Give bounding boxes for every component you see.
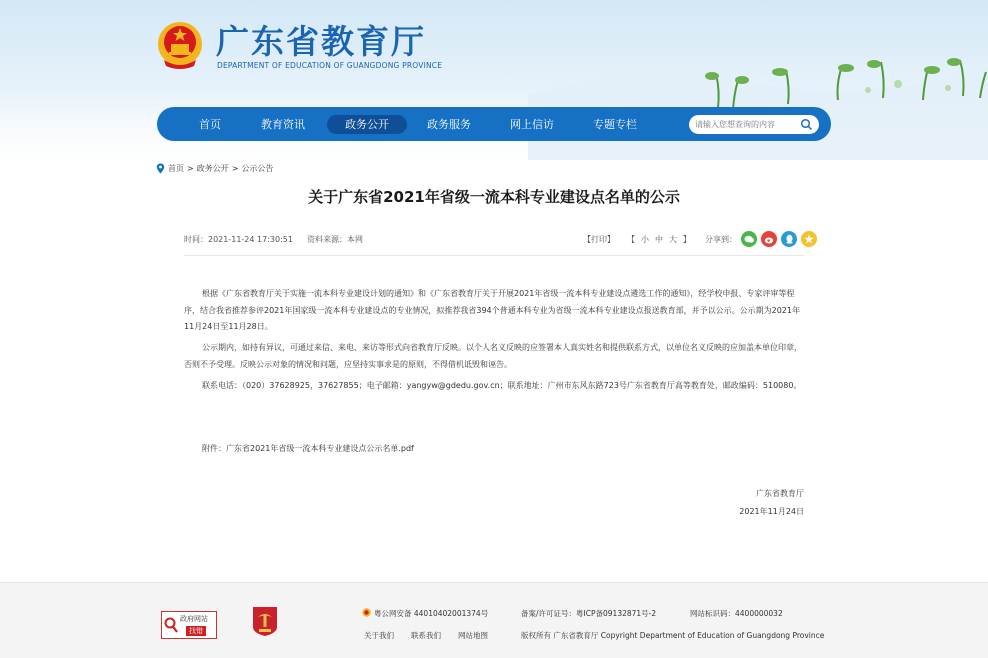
attachment-link[interactable]: 附件：广东省2021年省级一流本科专业建设点公示名单.pdf	[202, 444, 414, 453]
nav-item-online-petition[interactable]: 网上信访	[510, 118, 554, 131]
site-footer	[0, 582, 988, 658]
police-record-text[interactable]: 粤公网安备 44010402001374号	[374, 609, 489, 618]
qq-icon[interactable]	[781, 231, 797, 247]
nav-item-special-topics[interactable]: 专题专栏	[593, 118, 637, 131]
font-medium-button[interactable]: 中	[655, 234, 663, 244]
site-subtitle: DEPARTMENT OF EDUCATION OF GUANGDONG PROVINCE	[217, 61, 443, 70]
share-label: 分享到：	[705, 234, 737, 244]
source: 资料来源：本网	[306, 235, 363, 244]
breadcrumb-separator: >	[187, 163, 194, 173]
qzone-icon[interactable]	[801, 231, 817, 247]
article-title: 关于广东省2021年省级一流本科专业建设点名单的公示	[308, 188, 680, 206]
font-bracket-open: 【	[627, 234, 635, 244]
weibo-icon[interactable]	[761, 231, 777, 247]
body-paragraph: 公示期内，如持有异议，可通过来信、来电、来访等形式向省教育厅反映。以个人名义反映的应签署本人真实姓名和提供联系方式，以单位名义反映的应加盖本单位印章，否则不予受理。反映公示对象的情况和问题，应坚持实事求是的原则，不得借机诋毁和诬告。	[184, 343, 802, 369]
site-header	[0, 0, 988, 160]
signature-date: 2021年11月24日	[739, 507, 804, 516]
font-bracket-close: 】	[683, 234, 691, 244]
body-paragraph: 联系电话：（020）37628925，37627855；电子邮箱：yangyw@gdedu.gov.cn；联系地址：广州市东风东路723号广东省教育厅高等教育处，邮政编码：510080。	[202, 380, 802, 390]
breadcrumb	[156, 162, 273, 174]
copyright: 版权所有 广东省教育厅 Copyright Department of Education of Guangdong Province	[521, 631, 825, 640]
article-body	[184, 286, 804, 399]
site-title: 广东省教育厅	[216, 22, 426, 61]
print-button[interactable]: 【打印】	[583, 234, 615, 244]
nav-item-government-services[interactable]: 政务服务	[427, 118, 471, 131]
site-identifier: 网站标识码：4400000032	[690, 609, 783, 618]
breadcrumb-home[interactable]: 首页	[168, 163, 184, 173]
footer-link-about[interactable]: 关于我们	[364, 631, 394, 640]
signature-org: 广东省教育厅	[756, 489, 804, 498]
wechat-icon[interactable]	[741, 231, 757, 247]
police-record	[362, 608, 488, 619]
national-emblem-logo	[156, 20, 204, 70]
main-nav	[157, 107, 831, 141]
nav-item-home[interactable]: 首页	[199, 118, 221, 131]
magnifier-icon	[164, 616, 178, 634]
body-paragraph: 根据《广东省教育厅关于实施一流本科专业建设计划的通知》和《广东省教育厅关于开展2021年省级一流本科专业建设点遴选工作的通知》，经学校申报、专家评审等程序，结合我省推荐参评2021年国家级一流本科专业建设点的专业情况，拟推荐我省394个普通本科专业为省级一流本科专业建设点报送教育部，并予以公示。公示期为2021年11月24日至11月28日。	[184, 289, 800, 331]
gov-website-error-report-logo[interactable]	[161, 611, 217, 639]
location-pin-icon	[156, 163, 165, 174]
nav-item-education-news[interactable]: 教育资讯	[261, 118, 305, 131]
police-badge-icon	[362, 608, 371, 617]
breadcrumb-government-affairs[interactable]: 政务公开	[196, 163, 229, 173]
article-meta	[184, 234, 363, 245]
font-size-switcher	[627, 234, 691, 245]
footer-link-sitemap[interactable]: 网站地图	[458, 631, 488, 640]
article-tools	[583, 231, 817, 247]
publish-time: 时间：2021-11-24 17:30:51	[184, 235, 293, 244]
search-icon[interactable]	[800, 118, 813, 131]
search-input[interactable]	[695, 116, 793, 133]
gov-logo-line1: 政府网站	[180, 615, 208, 623]
gov-logo-line2: 找错	[186, 626, 206, 636]
icp-record[interactable]: 备案/许可证号：粤ICP备09132871号-2	[521, 609, 657, 618]
nav-item-government-affairs[interactable]: 政务公开	[327, 115, 407, 134]
font-large-button[interactable]: 大	[669, 234, 677, 244]
party-government-badge-icon[interactable]	[251, 605, 279, 637]
meta-divider	[184, 255, 804, 256]
breadcrumb-separator: >	[231, 163, 239, 173]
search-box	[689, 115, 819, 134]
breadcrumb-announcements[interactable]: 公示公告	[241, 163, 274, 173]
footer-link-contact[interactable]: 联系我们	[411, 631, 441, 640]
font-small-button[interactable]: 小	[641, 234, 649, 244]
